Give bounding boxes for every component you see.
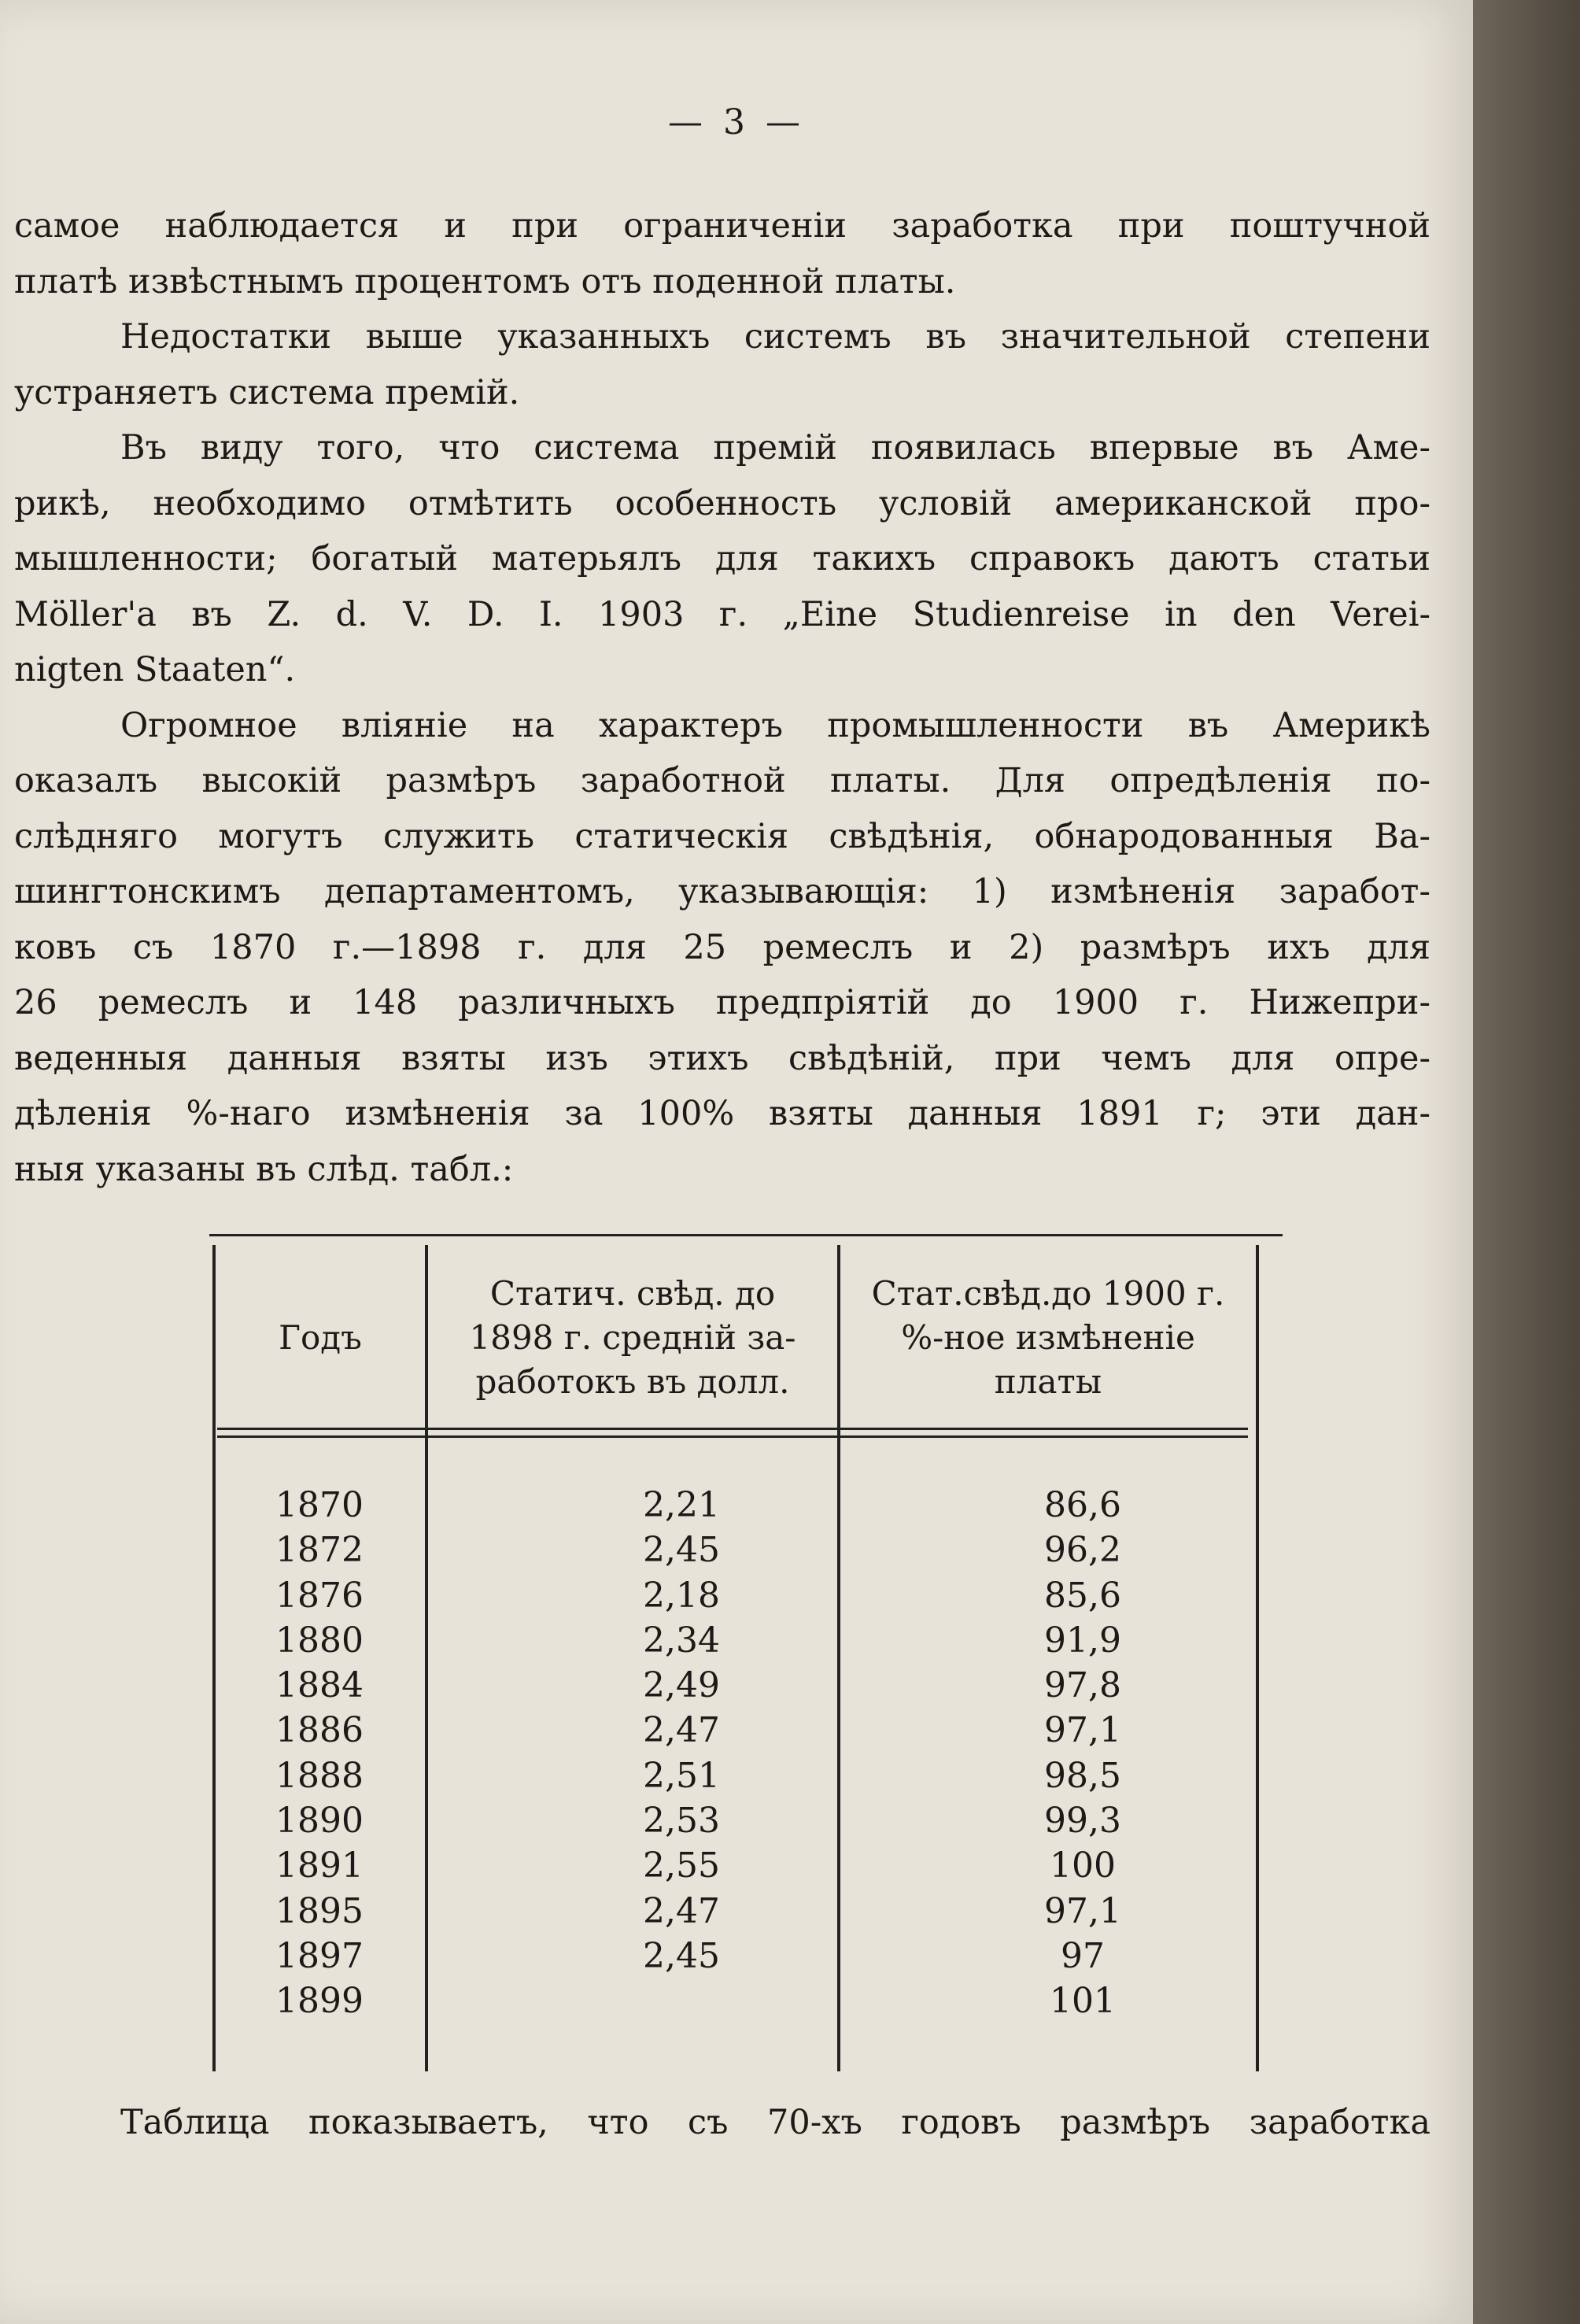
text-line: ныя указаны въ слѣд. табл.: <box>14 1149 514 1189</box>
text-line: дѣленія %-наго измѣненія за 100% взяты данныя 1891 г; эти дан- <box>14 1094 1430 1133</box>
table-cell: 2,18 <box>643 1575 720 1616</box>
table-cell: 1880 <box>275 1620 364 1661</box>
table-cell: 1872 <box>275 1530 364 1571</box>
table-cell: 98,5 <box>1044 1755 1121 1796</box>
year-column <box>257 1483 382 2024</box>
table-cell: 1899 <box>275 1981 364 2022</box>
table-cell: 2,51 <box>643 1755 720 1796</box>
table-cell: 99,3 <box>1044 1801 1121 1842</box>
table-cell: 2,47 <box>643 1710 720 1751</box>
text-line: шингтонскимъ департаментомъ, указывающія: 1) измѣненія заработ- <box>14 872 1430 911</box>
text-line: ковъ съ 1870 г.—1898 г. для 25 ремеслъ и 2) размѣръ ихъ для <box>14 927 1430 967</box>
table-cell: 2,21 <box>643 1485 720 1525</box>
text-line: платѣ извѣстнымъ процентомъ отъ поденной платы. <box>14 261 956 301</box>
table-cell: 97,8 <box>1044 1665 1121 1706</box>
table-cell: 100 <box>1050 1846 1116 1886</box>
table-cell: 1870 <box>275 1485 364 1525</box>
text-line: мышленности; богатый матерьялъ для такихъ справокъ даютъ статьи <box>14 539 1430 578</box>
text-line: самое наблюдается и при ограниченіи заработка при поштучной <box>14 206 1430 246</box>
body-text-bottom <box>14 2095 1430 2151</box>
table-cell: 1888 <box>275 1755 364 1796</box>
header-wage: Статич. свѣд. до 1898 г. средній за- работокъ въ долл. <box>469 1274 796 1401</box>
table-cell: 97,1 <box>1044 1710 1121 1751</box>
table-cell: 2,55 <box>643 1846 720 1886</box>
table-cell: 2,47 <box>643 1890 720 1931</box>
text-line: Огромное вліяніе на характеръ промышленности въ Америкѣ <box>120 705 1430 745</box>
table-cell: 2,34 <box>643 1620 720 1661</box>
table-cell: 85,6 <box>1044 1575 1121 1616</box>
table-cell: 96,2 <box>1044 1530 1121 1571</box>
table-cell: 2,49 <box>643 1665 720 1706</box>
text-line: оказалъ высокій размѣръ заработной платы. Для опредѣленія по- <box>14 761 1430 800</box>
table-header-rule <box>217 1428 1248 1430</box>
header-year: Годъ <box>279 1318 362 1357</box>
table-cell: 97,1 <box>1044 1890 1121 1931</box>
text-line: Въ виду того, что система премій появилась впервые въ Аме- <box>120 428 1430 467</box>
text-line: nigten Staaten“. <box>14 650 296 689</box>
table-top-rule <box>209 1234 1283 1236</box>
table-cell: 1886 <box>275 1710 364 1751</box>
table-header-rule <box>217 1435 1248 1438</box>
table-cell: 1890 <box>275 1801 364 1842</box>
table-cell: 101 <box>1050 1981 1116 2022</box>
body-text-top <box>14 198 1430 1197</box>
table-cell: 86,6 <box>1044 1485 1121 1525</box>
table-rule <box>212 1245 216 2071</box>
table-cell: 1876 <box>275 1575 364 1616</box>
text-line: веденныя данныя взяты изъ этихъ свѣдѣній, при чемъ для опре- <box>14 1038 1430 1078</box>
wage-column <box>556 1483 807 2024</box>
table-cell: 97 <box>1061 1935 1105 1976</box>
text-line: Möller'a въ Z. d. V. D. I. 1903 г. „Eine Studienreise in den Verei- <box>14 594 1430 634</box>
text-line: Недостатки выше указанныхъ системъ въ значительной степени <box>120 317 1430 357</box>
text-line: 26 ремеслъ и 148 различныхъ предпріятій до 1900 г. Нижепри- <box>14 983 1430 1022</box>
text-line: рикѣ, необходимо отмѣтить особенность условій американской про- <box>14 483 1430 523</box>
table-cell: 1895 <box>275 1890 364 1931</box>
table-cell: 2,53 <box>643 1801 720 1842</box>
table-cell: 1884 <box>275 1665 364 1706</box>
table-rule <box>1256 1245 1259 2071</box>
text-line: слѣдняго могутъ служить статическія свѣдѣнія, обнародованныя Ва- <box>14 816 1430 856</box>
header-pct: Стат.свѣд.до 1900 г. %-ное измѣненіе платы <box>871 1274 1225 1401</box>
wage-table <box>209 1234 1283 2068</box>
table-cell: 2,45 <box>643 1935 720 1976</box>
table-cell <box>556 1979 807 2023</box>
page-edge <box>1473 0 1580 2324</box>
text-line: Таблица показываетъ, что съ 70-хъ годовъ размѣръ заработка <box>120 2103 1430 2142</box>
table-cell: 1897 <box>275 1935 364 1976</box>
table-cell: 91,9 <box>1044 1620 1121 1661</box>
page-number: — 3 — <box>668 102 805 142</box>
text-line: устраняетъ система премій. <box>14 372 520 412</box>
table-cell: 2,45 <box>643 1530 720 1571</box>
table-cell: 1891 <box>275 1846 364 1886</box>
pct-column <box>965 1483 1201 2024</box>
